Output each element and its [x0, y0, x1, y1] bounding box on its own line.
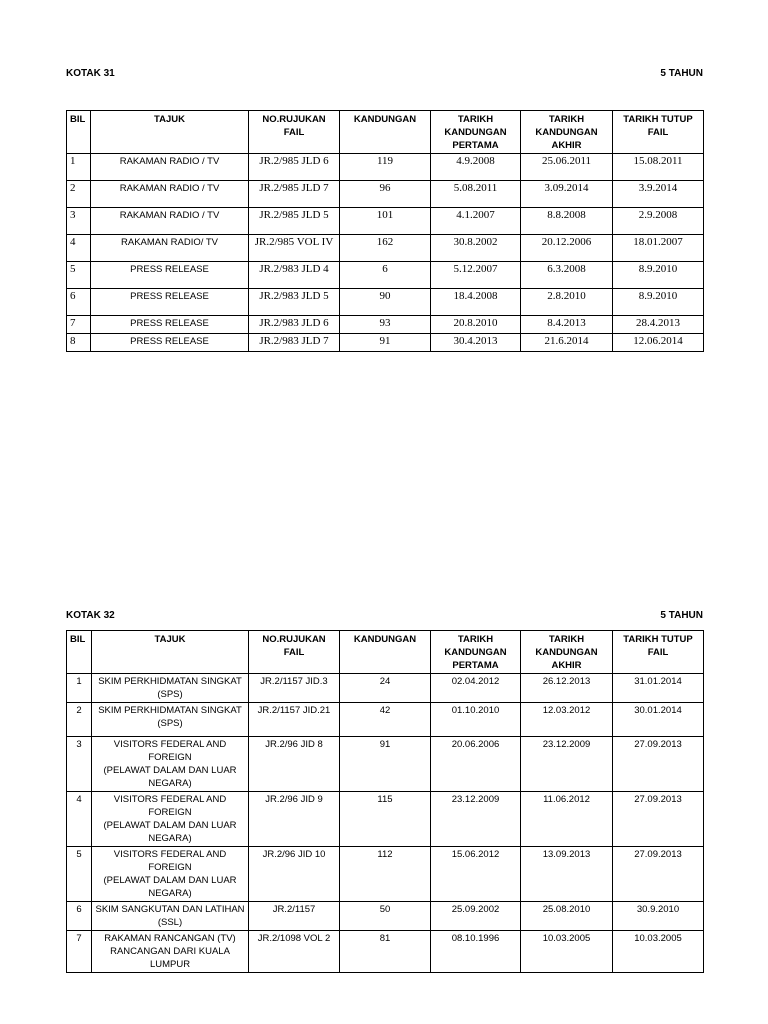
cell-tajuk: SKIM PERKHIDMATAN SINGKAT (SPS) [92, 703, 249, 737]
table-row [67, 902, 704, 931]
cell-kandungan: 91 [340, 737, 431, 792]
cell-tarikh-pertama: 5.08.2011 [431, 181, 521, 208]
cell-bil: 2 [67, 703, 92, 737]
col-header-no-rujukan: NO.RUJUKAN FAIL [249, 631, 340, 674]
cell-kandungan: 42 [340, 703, 431, 737]
kotak-31-header-row [67, 111, 704, 154]
col-header-tajuk: TAJUK [92, 631, 249, 674]
cell-tarikh-pertama: 18.4.2008 [431, 289, 521, 316]
cell-tajuk: RAKAMAN RADIO/ TV [91, 235, 249, 262]
cell-tajuk: VISITORS FEDERAL AND FOREIGN (PELAWAT DALAM DAN LUAR NEGARA) [92, 792, 249, 847]
cell-tarikh-pertama: 4.1.2007 [431, 208, 521, 235]
cell-tarikh-pertama: 30.4.2013 [431, 334, 521, 352]
cell-tarikh-pertama: 5.12.2007 [431, 262, 521, 289]
cell-bil: 7 [67, 931, 92, 973]
cell-kandungan: 93 [340, 316, 431, 334]
cell-kandungan: 6 [340, 262, 431, 289]
cell-kandungan: 81 [340, 931, 431, 973]
cell-tajuk: RAKAMAN RANCANGAN (TV) RANCANGAN DARI KUALA LUMPUR [92, 931, 249, 973]
cell-tajuk: RAKAMAN RADIO / TV [91, 208, 249, 235]
cell-tarikh-tutup: 31.01.2014 [613, 674, 704, 703]
cell-tarikh-tutup: 27.09.2013 [613, 792, 704, 847]
cell-tajuk: PRESS RELEASE [91, 316, 249, 334]
cell-tajuk: PRESS RELEASE [91, 289, 249, 316]
col-header-tarikh-tutup: TARIKH TUTUP FAIL [613, 111, 704, 154]
cell-bil: 1 [67, 674, 92, 703]
cell-tarikh-akhir: 20.12.2006 [521, 235, 613, 262]
cell-no-rujukan: JR.2/985 JLD 6 [249, 154, 340, 181]
cell-tarikh-pertama: 02.04.2012 [431, 674, 521, 703]
cell-tarikh-pertama: 01.10.2010 [431, 703, 521, 737]
cell-tarikh-pertama: 15.06.2012 [431, 847, 521, 902]
col-header-tarikh-pertama: TARIKH KANDUNGAN PERTAMA [431, 111, 521, 154]
cell-tarikh-pertama: 30.8.2002 [431, 235, 521, 262]
cell-tarikh-akhir: 11.06.2012 [521, 792, 613, 847]
table-row [67, 703, 704, 737]
cell-tarikh-akhir: 26.12.2013 [521, 674, 613, 703]
cell-no-rujukan: JR.2/1157 JID.3 [249, 674, 340, 703]
cell-tajuk: SKIM SANGKUTAN DAN LATIHAN (SSL) [92, 902, 249, 931]
kotak-31-period: 5 TAHUN [660, 68, 703, 79]
cell-tarikh-akhir: 3.09.2014 [521, 181, 613, 208]
cell-tarikh-akhir: 10.03.2005 [521, 931, 613, 973]
cell-tarikh-tutup: 30.01.2014 [613, 703, 704, 737]
cell-no-rujukan: JR.2/985 VOL IV [249, 235, 340, 262]
table-row [67, 181, 704, 208]
cell-tajuk: RAKAMAN RADIO / TV [91, 181, 249, 208]
cell-bil: 5 [67, 847, 92, 902]
col-header-kandungan: KANDUNGAN [340, 631, 431, 674]
kotak-32-section [66, 609, 703, 973]
cell-tarikh-tutup: 27.09.2013 [613, 847, 704, 902]
kotak-32-header [66, 609, 703, 623]
cell-bil: 6 [67, 289, 91, 316]
cell-bil: 4 [67, 792, 92, 847]
col-header-tarikh-akhir: TARIKH KANDUNGAN AKHIR [521, 111, 613, 154]
table-row [67, 289, 704, 316]
table-row [67, 154, 704, 181]
cell-kandungan: 96 [340, 181, 431, 208]
cell-tarikh-tutup: 30.9.2010 [613, 902, 704, 931]
cell-bil: 4 [67, 235, 91, 262]
cell-tajuk: SKIM PERKHIDMATAN SINGKAT (SPS) [92, 674, 249, 703]
cell-no-rujukan: JR.2/96 JID 10 [249, 847, 340, 902]
cell-bil: 3 [67, 737, 92, 792]
cell-bil: 6 [67, 902, 92, 931]
cell-tajuk: PRESS RELEASE [91, 262, 249, 289]
cell-tarikh-pertama: 23.12.2009 [431, 792, 521, 847]
cell-no-rujukan: JR.2/1157 JID.21 [249, 703, 340, 737]
cell-bil: 2 [67, 181, 91, 208]
cell-kandungan: 112 [340, 847, 431, 902]
kotak-32-period: 5 TAHUN [660, 610, 703, 621]
cell-bil: 7 [67, 316, 91, 334]
col-header-tarikh-pertama: TARIKH KANDUNGAN PERTAMA [431, 631, 521, 674]
cell-no-rujukan: JR.2/983 JLD 5 [249, 289, 340, 316]
kotak-32-table [66, 630, 704, 973]
cell-no-rujukan: JR.2/985 JLD 7 [249, 181, 340, 208]
kotak-31-header [66, 67, 703, 81]
cell-tarikh-akhir: 13.09.2013 [521, 847, 613, 902]
cell-kandungan: 115 [340, 792, 431, 847]
cell-tajuk: RAKAMAN RADIO / TV [91, 154, 249, 181]
cell-tarikh-akhir: 8.8.2008 [521, 208, 613, 235]
table-row [67, 334, 704, 352]
cell-no-rujukan: JR.2/96 JID 9 [249, 792, 340, 847]
cell-tarikh-akhir: 6.3.2008 [521, 262, 613, 289]
cell-tarikh-tutup: 15.08.2011 [613, 154, 704, 181]
cell-bil: 3 [67, 208, 91, 235]
kotak-31-table [66, 110, 704, 352]
cell-tarikh-tutup: 18.01.2007 [613, 235, 704, 262]
table-row [67, 737, 704, 792]
col-header-bil: BIL [67, 111, 91, 154]
cell-no-rujukan: JR.2/985 JLD 5 [249, 208, 340, 235]
cell-tajuk: PRESS RELEASE [91, 334, 249, 352]
col-header-no-rujukan: NO.RUJUKAN FAIL [249, 111, 340, 154]
cell-tajuk: VISITORS FEDERAL AND FOREIGN (PELAWAT DALAM DAN LUAR NEGARA) [92, 737, 249, 792]
cell-tarikh-akhir: 23.12.2009 [521, 737, 613, 792]
cell-bil: 5 [67, 262, 91, 289]
kotak-31-section [66, 67, 703, 352]
table-row [67, 674, 704, 703]
cell-no-rujukan: JR.2/96 JID 8 [249, 737, 340, 792]
cell-tarikh-pertama: 08.10.1996 [431, 931, 521, 973]
table-row [67, 316, 704, 334]
kotak-32-title: KOTAK 32 [66, 610, 115, 621]
table-row [67, 208, 704, 235]
cell-kandungan: 162 [340, 235, 431, 262]
cell-no-rujukan: JR.2/983 JLD 7 [249, 334, 340, 352]
table-row [67, 792, 704, 847]
cell-tarikh-tutup: 10.03.2005 [613, 931, 704, 973]
cell-tajuk: VISITORS FEDERAL AND FOREIGN (PELAWAT DALAM DAN LUAR NEGARA) [92, 847, 249, 902]
col-header-tarikh-tutup: TARIKH TUTUP FAIL [613, 631, 704, 674]
cell-no-rujukan: JR.2/1098 VOL 2 [249, 931, 340, 973]
cell-tarikh-tutup: 2.9.2008 [613, 208, 704, 235]
cell-tarikh-tutup: 28.4.2013 [613, 316, 704, 334]
cell-kandungan: 50 [340, 902, 431, 931]
cell-tarikh-pertama: 20.8.2010 [431, 316, 521, 334]
cell-no-rujukan: JR.2/983 JLD 4 [249, 262, 340, 289]
cell-tarikh-tutup: 12.06.2014 [613, 334, 704, 352]
cell-tarikh-tutup: 8.9.2010 [613, 262, 704, 289]
cell-no-rujukan: JR.2/983 JLD 6 [249, 316, 340, 334]
cell-tarikh-tutup: 8.9.2010 [613, 289, 704, 316]
kotak-31-title: KOTAK 31 [66, 68, 115, 79]
cell-tarikh-pertama: 4.9.2008 [431, 154, 521, 181]
cell-tarikh-tutup: 3.9.2014 [613, 181, 704, 208]
cell-kandungan: 24 [340, 674, 431, 703]
cell-kandungan: 91 [340, 334, 431, 352]
cell-no-rujukan: JR.2/1157 [249, 902, 340, 931]
col-header-tarikh-akhir: TARIKH KANDUNGAN AKHIR [521, 631, 613, 674]
col-header-kandungan: KANDUNGAN [340, 111, 431, 154]
cell-kandungan: 101 [340, 208, 431, 235]
cell-bil: 8 [67, 334, 91, 352]
table-row [67, 235, 704, 262]
cell-tarikh-tutup: 27.09.2013 [613, 737, 704, 792]
cell-tarikh-pertama: 20.06.2006 [431, 737, 521, 792]
table-row [67, 847, 704, 902]
cell-kandungan: 90 [340, 289, 431, 316]
cell-tarikh-akhir: 25.06.2011 [521, 154, 613, 181]
cell-tarikh-akhir: 25.08.2010 [521, 902, 613, 931]
cell-tarikh-pertama: 25.09.2002 [431, 902, 521, 931]
kotak-32-header-row [67, 631, 704, 674]
cell-tarikh-akhir: 12.03.2012 [521, 703, 613, 737]
col-header-tajuk: TAJUK [91, 111, 249, 154]
table-row [67, 931, 704, 973]
table-row [67, 262, 704, 289]
col-header-bil: BIL [67, 631, 92, 674]
cell-tarikh-akhir: 21.6.2014 [521, 334, 613, 352]
cell-tarikh-akhir: 2.8.2010 [521, 289, 613, 316]
cell-bil: 1 [67, 154, 91, 181]
cell-tarikh-akhir: 8.4.2013 [521, 316, 613, 334]
cell-kandungan: 119 [340, 154, 431, 181]
